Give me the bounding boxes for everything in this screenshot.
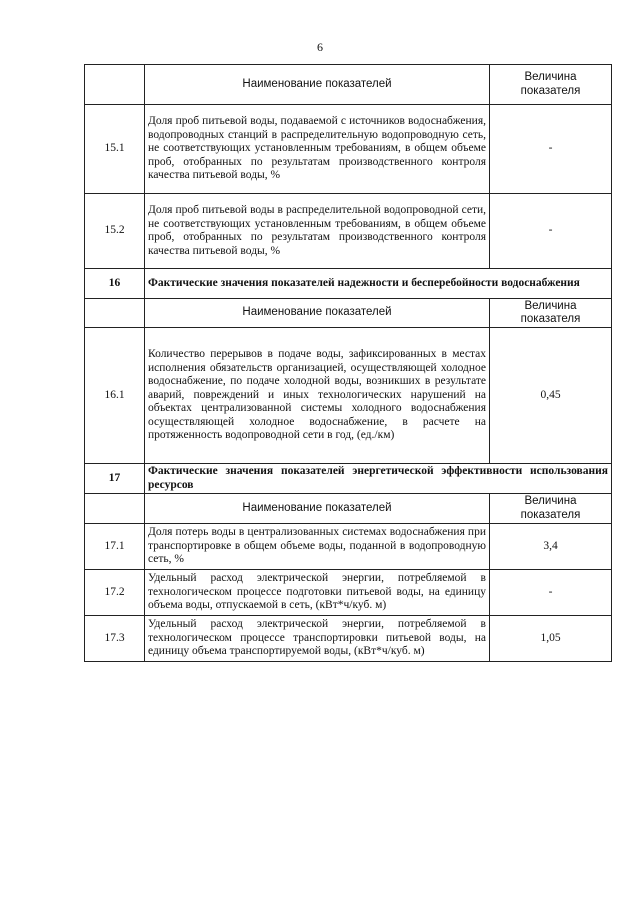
table-row	[85, 328, 612, 464]
section-title: Фактические значения показателей надежности и бесперебойности водоснабжения	[145, 269, 612, 299]
table-row	[85, 105, 612, 194]
header-value-line2: показателя	[520, 313, 581, 325]
row-number: 15.1	[85, 105, 145, 194]
row-indicator-value: -	[490, 570, 612, 616]
header-value-cell	[490, 65, 612, 105]
table-subheader-row	[85, 299, 612, 328]
row-indicator-name: Доля проб питьевой воды в распределительной водопроводной сети, не соответствующих установленным требованиям, в общем объеме проб, отобранных по результатам производственного контроля качества питьевой воды, %	[145, 194, 490, 269]
header-num-cell	[85, 65, 145, 105]
row-number: 17.2	[85, 570, 145, 616]
indicators-table	[84, 64, 612, 662]
table-header-row	[85, 65, 612, 105]
row-number: 16.1	[85, 328, 145, 464]
header-name-cell: Наименование показателей	[145, 65, 490, 105]
table-row	[85, 524, 612, 570]
section-number: 17	[85, 464, 145, 494]
row-indicator-value: -	[490, 105, 612, 194]
row-indicator-name: Удельный расход электрической энергии, потребляемой в технологическом процессе транспортировки питьевой воды, на единицу объема транспортируемой воды, (кВт*ч/куб. м)	[145, 616, 490, 662]
row-number: 17.3	[85, 616, 145, 662]
row-indicator-value: 3,4	[490, 524, 612, 570]
row-indicator-value: -	[490, 194, 612, 269]
row-number: 17.1	[85, 524, 145, 570]
header-value-line1: Величина	[524, 71, 577, 83]
row-indicator-name: Доля проб питьевой воды, подаваемой с источников водоснабжения, водопроводных станций в распределительную водопроводную сеть, не соответствующих установленным требованиям, в общем объеме проб, отобранных по результатам производственного контроля качества питьевой воды, %	[145, 105, 490, 194]
header-num-cell	[85, 299, 145, 328]
header-name-cell: Наименование показателей	[145, 494, 490, 524]
section-title: Фактические значения показателей энергетической эффективности использования ресурсов	[145, 464, 612, 494]
header-name-cell: Наименование показателей	[145, 299, 490, 328]
header-value-cell	[490, 494, 612, 524]
row-indicator-name: Удельный расход электрической энергии, потребляемой в технологическом процессе подготовки питьевой воды, на единицу объема воды, отпускаемой в сеть, (кВт*ч/куб. м)	[145, 570, 490, 616]
page-number: 6	[317, 40, 323, 54]
table-subheader-row	[85, 494, 612, 524]
section-number: 16	[85, 269, 145, 299]
row-indicator-value: 1,05	[490, 616, 612, 662]
table-row	[85, 570, 612, 616]
table-row	[85, 194, 612, 269]
header-value-line1: Величина	[524, 299, 577, 312]
row-indicator-name: Количество перерывов в подаче воды, зафиксированных в местах исполнения обязательств организацией, осуществляющей холодное водоснабжение, по подаче холодной воды, возникших в результате аварий, повреждений и иных технологических нарушений на объектах централизованной системы холодного водоснабжения осуществляющей холодное водоснабжение, в расчете на протяженность водопроводной сети в год, (ед./км)	[145, 328, 490, 464]
section-row	[85, 269, 612, 299]
header-value-line1: Величина	[524, 495, 577, 507]
header-num-cell	[85, 494, 145, 524]
row-indicator-name: Доля потерь воды в централизованных системах водоснабжения при транспортировке в общем объеме воды, поданной в водопроводную сеть, %	[145, 524, 490, 570]
table-row	[85, 616, 612, 662]
section-row	[85, 464, 612, 494]
row-indicator-value: 0,45	[490, 328, 612, 464]
row-number: 15.2	[85, 194, 145, 269]
header-value-line2: показателя	[520, 84, 581, 97]
header-value-cell	[490, 299, 612, 328]
header-value-line2: показателя	[520, 508, 581, 521]
